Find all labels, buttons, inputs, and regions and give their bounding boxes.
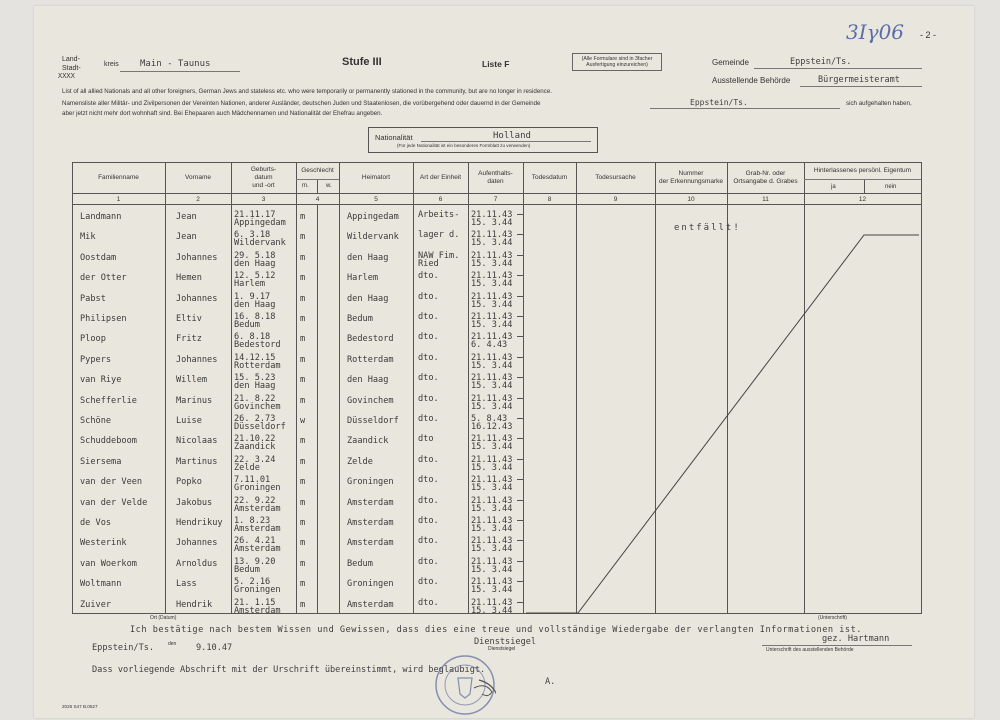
familienname-cell: Pabst <box>80 293 106 304</box>
geburtsort-cell: Govinchem <box>234 401 281 412</box>
geburtsort-cell: Amsterdam <box>234 524 281 534</box>
familienname-cell: Landmann <box>80 212 122 222</box>
col-header-nein: nein <box>885 184 897 190</box>
vorname-cell: Johannes <box>176 252 218 263</box>
familienname-cell: Philipsen <box>80 314 127 324</box>
heimatort-cell: Bedum <box>347 558 373 569</box>
kreis-value: Main - Taunus <box>140 59 211 69</box>
familienname-cell: Schuddeboom <box>80 436 137 447</box>
stadt-label: Stadt- <box>62 65 81 72</box>
aufenthalt-bis-cell: 15. 3.44 <box>471 299 513 310</box>
einheit-cell: dto. <box>418 495 439 506</box>
geburtsdatum-cell: 14.12.15 <box>234 352 276 363</box>
geburtsdatum-cell: 1. 8.23 <box>234 516 271 526</box>
col-number: 12 <box>858 195 867 203</box>
geschlecht-cell: m <box>300 252 306 263</box>
geschlecht-cell: m <box>300 395 306 406</box>
aufenthalt-bis-cell: 15. 3.44 <box>471 401 513 412</box>
aufenthalt-von-cell: 21.11.43 <box>471 454 513 465</box>
familienname-cell: de Vos <box>80 518 112 528</box>
aufenthalt-von-cell: 21.11.43 <box>471 250 513 261</box>
einheit-cell: dto. <box>418 352 439 363</box>
col-number: 8 <box>547 195 552 203</box>
geburtsort-cell: Rotterdam <box>234 360 281 371</box>
aufenthalt-von-cell: 21.11.43 <box>471 475 513 486</box>
copy-notice-line1: (Alle Formulare sind in 3facher <box>581 56 653 62</box>
footer-place: Eppstein/Ts. <box>92 643 155 653</box>
aufenthalt-von-cell: 21.11.43 <box>471 577 513 588</box>
geschlecht-cell: m <box>300 232 306 243</box>
geburtsdatum-cell: 7.11.01 <box>234 475 271 486</box>
einheit-cell: dto. <box>418 393 439 404</box>
aufenthalt-bis-cell: 15. 3.44 <box>471 462 513 473</box>
unterschrift-label: (Unterschrift) <box>818 615 847 621</box>
einheit-cell: Arbeits- <box>418 210 460 220</box>
signature-text: gez. Hartmann <box>822 634 890 644</box>
aufenthalt-bis-cell: 15. 3.44 <box>471 524 513 534</box>
abschrift-tail: A. <box>545 677 556 687</box>
geburtsdatum-cell: 21. 8.22 <box>234 393 276 404</box>
aufenthalt-von-cell: 21.11.43 <box>471 291 513 302</box>
geschlecht-cell: m <box>300 497 306 508</box>
heimatort-cell: Harlem <box>347 273 379 284</box>
col-header-ja: ja <box>831 184 836 190</box>
aufenthalt-von-cell: 21.11.43 <box>471 352 513 363</box>
vorname-cell: Jakobus <box>176 497 213 508</box>
einheit-cell: dto. <box>418 556 439 567</box>
familienname-cell: Oostdam <box>80 252 117 263</box>
heimatort-cell: Groningen <box>347 579 394 590</box>
col-number: 10 <box>687 195 695 203</box>
den-label: den <box>168 641 177 647</box>
stufe-title: Stufe III <box>342 56 382 68</box>
geschlecht-cell: m <box>300 477 306 488</box>
aufenthalt-von-cell: 21.11.43 <box>471 536 513 547</box>
aufenthalt-bis-cell: 15. 3.44 <box>471 381 513 392</box>
geburtsdatum-cell: 26. 2.73 <box>234 414 276 424</box>
einheit-cell: dto. <box>418 597 439 608</box>
col-number: 5 <box>374 195 378 203</box>
aufenthalt-bis-cell: 15. 3.44 <box>471 564 513 575</box>
col-number: 1 <box>116 195 121 203</box>
einheit-cell: dto. <box>418 332 439 343</box>
heimatort-cell: Groningen <box>347 477 394 488</box>
col-header-aufenthalt: Aufenthalts- daten <box>478 170 513 185</box>
aufenthalt-bis-cell: 15. 3.44 <box>471 605 513 616</box>
einheit-cell: dto. <box>418 536 439 547</box>
vorname-cell: Arnoldus <box>176 558 218 569</box>
aufenthalt-von-cell: 5. 8.43 <box>471 414 508 424</box>
einheit-cell: dto. <box>418 414 439 424</box>
abschrift-text: Dass vorliegende Abschrift mit der Urschrift übereinstimmt, wird beglaubigt. <box>92 665 486 675</box>
geburtsort-cell: Bedum <box>234 564 260 575</box>
gemeinde-label: Gemeinde <box>712 58 749 67</box>
geschlecht-cell: m <box>300 518 306 528</box>
geschlecht-cell: m <box>300 334 306 345</box>
aufenthalt-von-cell: 21.11.43 <box>471 393 513 404</box>
col-number: 11 <box>762 195 769 203</box>
familienname-cell: Schefferlie <box>80 395 137 406</box>
nationality-note: (Für jede Nationalität ist ein besonderes Formblatt zu verwenden) <box>397 143 531 148</box>
geburtsdatum-cell: 21. 1.15 <box>234 597 276 608</box>
einheit-cell: dto. <box>418 312 439 322</box>
behoerde-value: Bürgermeisteramt <box>818 75 900 85</box>
geschlecht-cell: m <box>300 599 306 610</box>
vorname-cell: Eltiv <box>176 314 202 324</box>
intro-german-1: Namensliste aller Militär- und Zivilpersonen der Vereinten Nationen, anderer Ausländer, deutschen Juden und Staatenlosen, die vorübergehend oder dauernd in der Gemeinde <box>62 100 541 107</box>
heimatort-cell: Bedestord <box>347 334 394 345</box>
col-header-vorname: Vorname <box>184 174 212 181</box>
col-header-w: w. <box>326 183 332 189</box>
geburtsdatum-cell: 21.11.17 <box>234 210 276 220</box>
intro-german-2: aber jetzt nicht mehr dort wohnhaft sind. Bei Ehepaaren auch Mädchennamen und Nationalität der Ehefrau angeben. <box>62 110 383 117</box>
geburtsort-cell: Zelde <box>234 462 260 473</box>
vorname-cell: Johannes <box>176 354 218 365</box>
heimatort-cell: den Haag <box>347 375 389 386</box>
intro-english: List of all allied Nationals and all other foreigners, German Jews and stateless etc. who were temporarily or permanently stationed in the community, but are no longer in residence. <box>62 88 552 95</box>
aufenthalt-von-cell: 21.11.43 <box>471 312 513 322</box>
geburtsort-cell: den Haag <box>234 299 276 310</box>
col-header-geschlecht: Geschlecht <box>301 167 334 174</box>
einheit-cell: dto. <box>418 373 439 384</box>
gemeinde-value: Eppstein/Ts. <box>790 57 852 67</box>
col-header-todesursache: Todesursache <box>595 174 636 181</box>
geschlecht-cell: m <box>300 456 306 467</box>
heimatort-cell: Appingedam <box>347 212 399 222</box>
aufenthalt-bis-cell: 15. 3.44 <box>471 483 513 494</box>
heimatort-cell: Amsterdam <box>347 599 394 610</box>
geburtsort-cell: Amsterdam <box>234 544 281 555</box>
geburtsort-cell: Amsterdam <box>234 503 281 514</box>
archive-number: 3Iγ06 <box>846 20 905 44</box>
heimatort-cell: den Haag <box>347 252 389 263</box>
aufenthalt-bis-cell: 6. 4.43 <box>471 340 508 351</box>
geschlecht-cell: m <box>300 538 306 549</box>
aufenthalt-bis-cell: 15. 3.44 <box>471 442 513 453</box>
behoerde-signature-label: Unterschrift des ausstellenden Behörde <box>766 647 854 653</box>
geschlecht-cell: m <box>300 558 306 569</box>
col-header-erkennungsmarke: Nummer der Erkennungsmarke <box>659 170 723 185</box>
dienstsiegel: Dienstsiegel <box>474 637 537 647</box>
aufenthalt-bis-cell: 15. 3.44 <box>471 544 513 555</box>
familienname-cell: Zuiver <box>80 599 112 610</box>
geburtsdatum-cell: 15. 5.23 <box>234 373 276 384</box>
page-marker: - 2 - <box>920 30 937 40</box>
heimatort-cell: den Haag <box>347 293 389 304</box>
aufenthalt-von-cell: 21.11.43 <box>471 556 513 567</box>
heimatort-cell: Wildervank <box>347 232 399 243</box>
heimatort-cell: Zaandick <box>347 436 389 447</box>
geburtsort-cell: den Haag <box>234 258 276 269</box>
geburtsdatum-cell: 22. 3.24 <box>234 454 276 465</box>
col-number: 9 <box>613 195 618 203</box>
heimatort-cell: Düsseldorf <box>347 416 399 426</box>
geburtsdatum-cell: 13. 9.20 <box>234 556 276 567</box>
geburtsort-cell: Groningen <box>234 585 281 596</box>
aufenthalt-bis-cell: 15. 3.44 <box>471 320 513 330</box>
vorname-cell: Lass <box>176 579 197 590</box>
aufenthalt-von-cell: 21.11.43 <box>471 373 513 384</box>
vorname-cell: Jean <box>176 232 197 243</box>
familienname-cell: van der Velde <box>80 497 148 508</box>
land-label: Land- <box>62 56 80 63</box>
footer-date: 9.10.47 <box>196 643 233 653</box>
entfaellt-note: entfällt! <box>674 223 741 233</box>
col-header-familienname: Familienname <box>98 174 139 181</box>
geburtsdatum-cell: 29. 5.18 <box>234 250 276 261</box>
familienname-cell: van der Veen <box>80 477 143 488</box>
heimatort-cell: Rotterdam <box>347 354 394 365</box>
geschlecht-cell: m <box>300 212 306 222</box>
einheit-cell: dto. <box>418 291 439 302</box>
geburtsort-cell: Groningen <box>234 483 281 494</box>
intro-german-tail: sich aufgehalten haben, <box>846 100 912 107</box>
einheit-cell: dto. <box>418 475 439 486</box>
print-code: 2026 S47 B.0527 <box>62 704 98 709</box>
vorname-cell: Luise <box>176 416 202 426</box>
vorname-cell: Martinus <box>176 456 218 467</box>
vorname-cell: Johannes <box>176 293 218 304</box>
einheit-cell: dto. <box>418 516 439 526</box>
nationality-label: Nationalität <box>375 133 413 142</box>
familienname-cell: Mik <box>80 232 96 243</box>
col-header-geburt: Geburts- datum und -ort <box>250 166 277 189</box>
geschlecht-cell: m <box>300 375 306 386</box>
vorname-cell: Nicolaas <box>176 436 218 447</box>
ort-label: Ort (Datum) <box>150 615 177 621</box>
vorname-cell: Fritz <box>176 334 202 345</box>
geschlecht-cell: m <box>300 579 306 590</box>
geschlecht-cell: m <box>300 354 306 365</box>
col-header-todesdatum: Todesdatum <box>531 174 568 181</box>
familienname-cell: Woltmann <box>80 579 122 590</box>
col-number: 7 <box>493 195 498 203</box>
vorname-cell: Hemen <box>176 273 202 284</box>
heimatort-cell: Amsterdam <box>347 497 394 508</box>
aufenthalt-von-cell: 21.11.43 <box>471 495 513 506</box>
aufenthalt-von-cell: 21.11.43 <box>471 210 513 220</box>
geburtsdatum-cell: 6. 3.18 <box>234 230 271 241</box>
nationality-value: Holland <box>493 131 531 141</box>
geburtsdatum-cell: 6. 8.18 <box>234 332 271 343</box>
vorname-cell: Willem <box>176 375 208 386</box>
geburtsort-cell: Bedum <box>234 320 260 330</box>
familienname-cell: Westerink <box>80 538 127 549</box>
geburtsdatum-cell: 1. 9.17 <box>234 291 271 302</box>
geburtsort-cell: Harlem <box>234 279 266 290</box>
kreis-label: kreis <box>104 61 119 68</box>
familienname-cell: der Otter <box>80 273 127 284</box>
familienname-cell: van Riye <box>80 375 122 386</box>
heimatort-cell: Bedum <box>347 314 373 324</box>
geburtsdatum-cell: 22. 9.22 <box>234 495 276 506</box>
aufenthalt-bis-cell: 16.12.43 <box>471 422 513 432</box>
aufenthalt-von-cell: 21.11.43 <box>471 271 513 282</box>
einheit-cell: lager d. <box>418 230 460 241</box>
vorname-cell: Marinus <box>176 395 213 406</box>
aufenthalt-von-cell: 21.11.43 <box>471 230 513 241</box>
col-number: 4 <box>315 195 320 203</box>
aufenthalt-von-cell: 21.11.43 <box>471 434 513 445</box>
familienname-cell: Pypers <box>80 354 112 365</box>
aufenthalt-von-cell: 21.11.43 <box>471 332 513 343</box>
vorname-cell: Jean <box>176 212 197 222</box>
official-stamp <box>434 654 496 716</box>
einheit-cell: NAW Fim. <box>418 250 460 261</box>
familienname-cell: van Woerkom <box>80 558 137 569</box>
aufenthalt-von-cell: 21.11.43 <box>471 516 513 526</box>
geschlecht-cell: m <box>300 293 306 304</box>
einheit-cell: dto. <box>418 271 439 282</box>
geburtsdatum-cell: 16. 8.18 <box>234 312 276 322</box>
geburtsort-cell: Bedestord <box>234 340 281 351</box>
aufenthalt-bis-cell: 15. 3.44 <box>471 503 513 514</box>
geburtsort-cell: Appingedam <box>234 218 286 228</box>
geburtsdatum-cell: 12. 5.12 <box>234 271 276 282</box>
vorname-cell: Hendrikuy <box>176 518 223 528</box>
geburtsdatum-cell: 26. 4.21 <box>234 536 276 547</box>
geschlecht-cell: m <box>300 273 306 284</box>
aufenthalt-bis-cell: 15. 3.44 <box>471 279 513 290</box>
heimatort-cell: Amsterdam <box>347 538 394 549</box>
certification-text: Ich bestätige nach bestem Wissen und Gewissen, dass dies eine treue und vollständige Wiedergabe der verlangten Informationen ist. <box>130 625 862 635</box>
vorname-cell: Popko <box>176 477 202 488</box>
aufenthalt-bis-cell: 15. 3.44 <box>471 585 513 596</box>
behoerde-label: Ausstellende Behörde <box>712 76 791 85</box>
geschlecht-cell: m <box>300 436 306 447</box>
col-number: 3 <box>261 195 266 203</box>
aufenthalt-von-cell: 21.11.43 <box>471 597 513 608</box>
heimatort-cell: Govinchem <box>347 395 394 406</box>
col-number: 6 <box>438 195 443 203</box>
heimatort-cell: Amsterdam <box>347 518 394 528</box>
geburtsort-cell: Amsterdam <box>234 605 281 616</box>
einheit-cell: dto. <box>418 454 439 465</box>
col-header-m: m. <box>302 183 309 189</box>
intro-place: Eppstein/Ts. <box>690 98 748 107</box>
vorname-cell: Hendrik <box>176 599 213 610</box>
heimatort-cell: Zelde <box>347 456 373 467</box>
col-number: 2 <box>196 195 200 203</box>
geburtsdatum-cell: 5. 2.16 <box>234 577 271 588</box>
aufenthalt-bis-cell: 15. 3.44 <box>471 258 513 269</box>
liste-title: Liste F <box>482 59 510 69</box>
col-header-eigentum: Hinterlassenes persönl. Eigentum <box>813 167 912 174</box>
aufenthalt-bis-cell: 15. 3.44 <box>471 218 513 228</box>
aufenthalt-bis-cell: 15. 3.44 <box>471 238 513 249</box>
col-header-heimatort: Heimatort <box>361 174 391 181</box>
geburtsort-cell: Düsseldorf <box>234 422 286 432</box>
kreis-prefix: XXXX <box>58 72 75 80</box>
familienname-cell: Siersema <box>80 456 122 467</box>
col-header-einheit: Art der Einheit <box>419 174 462 181</box>
geburtsort-cell: Zaandick <box>234 442 276 453</box>
einheit-cell: dto. <box>418 577 439 588</box>
geburtsort-cell: den Haag <box>234 381 276 392</box>
geburtsort-cell: Wildervank <box>234 238 286 249</box>
einheit-cell-line2: Ried <box>418 258 439 269</box>
geschlecht-cell: w <box>300 416 306 426</box>
col-header-grab: Grab-Nr. oder Ortsangabe d. Grabes <box>733 170 798 185</box>
einheit-cell: dto <box>418 434 434 445</box>
vorname-cell: Johannes <box>176 538 218 549</box>
familienname-cell: Schöne <box>80 416 112 426</box>
geburtsdatum-cell: 21.10.22 <box>234 434 276 445</box>
familienname-cell: Ploop <box>80 334 106 345</box>
dienstsiegel-label: Dienstsiegel <box>488 646 516 652</box>
geschlecht-cell: m <box>300 314 306 324</box>
copy-notice-line2: Ausfertigung einzureichen) <box>586 62 648 68</box>
aufenthalt-bis-cell: 15. 3.44 <box>471 360 513 371</box>
